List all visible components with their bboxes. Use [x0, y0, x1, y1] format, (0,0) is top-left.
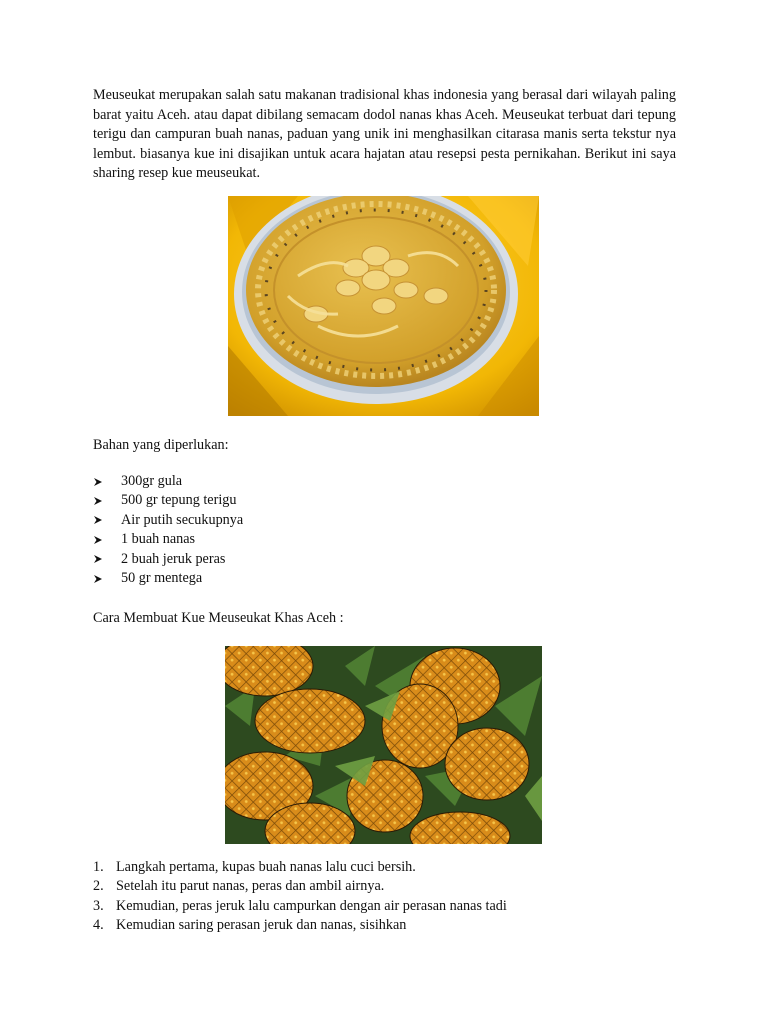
method-steps-list	[93, 858, 507, 936]
method-heading: Cara Membuat Kue Meuseukat Khas Aceh :	[93, 610, 344, 626]
step-text: Kemudian, peras jeruk lalu campurkan dengan air perasan nanas tadi	[116, 897, 507, 914]
arrow-bullet-icon	[93, 515, 121, 525]
list-item	[93, 916, 507, 935]
ingredient-text: Air putih secukupnya	[121, 511, 244, 528]
intro-paragraph: Meuseukat merupakan salah satu makanan tradisional khas indonesia yang berasal dari wilayah paling barat yaitu Aceh. atau dapat dibilang semacam dodol nanas khas Aceh. Meuseukat terbuat dari tepung terigu dan campuran buah nanas, paduan yang unik ini menghasilkan citarasa manis serta tekstur nya lembut. biasanya kue ini disajikan untuk acara hajatan atau resepsi pesta pernikahan. Berikut ini saya sharing resep kue meuseukat.	[93, 87, 676, 182]
arrow-bullet-icon	[93, 554, 121, 564]
arrow-bullet-icon	[93, 535, 121, 545]
step-number: 1.	[93, 859, 104, 875]
step-text: Setelah itu parut nanas, peras dan ambil airnya.	[116, 878, 385, 895]
ingredient-text: 1 buah nanas	[121, 531, 196, 548]
ingredient-text: 300gr gula	[121, 473, 183, 489]
list-item	[93, 530, 243, 549]
arrow-bullet-icon	[93, 477, 121, 487]
step-text: Kemudian saring perasan jeruk dan nanas, sisihkan	[116, 917, 407, 934]
list-item	[93, 858, 507, 877]
arrow-bullet-icon	[93, 574, 121, 584]
list-item	[93, 511, 243, 530]
list-item	[93, 877, 507, 896]
step-number: 3.	[93, 897, 104, 914]
ingredient-text: 50 gr mentega	[121, 569, 203, 586]
list-item	[93, 491, 243, 510]
ingredients-heading: Bahan yang diperlukan:	[93, 437, 229, 453]
meuseukat-cake-photo	[228, 196, 539, 416]
list-item	[93, 897, 507, 916]
pineapple-photo	[225, 646, 542, 844]
list-item	[93, 550, 243, 569]
ingredients-list	[93, 472, 243, 588]
list-item	[93, 569, 243, 588]
ingredient-text: 2 buah jeruk peras	[121, 550, 226, 567]
list-item	[93, 472, 243, 491]
step-text: Langkah pertama, kupas buah nanas lalu cuci bersih.	[116, 859, 416, 875]
arrow-bullet-icon	[93, 496, 121, 506]
step-number: 4.	[93, 917, 104, 934]
ingredient-text: 500 gr tepung terigu	[121, 492, 237, 509]
step-number: 2.	[93, 878, 104, 895]
